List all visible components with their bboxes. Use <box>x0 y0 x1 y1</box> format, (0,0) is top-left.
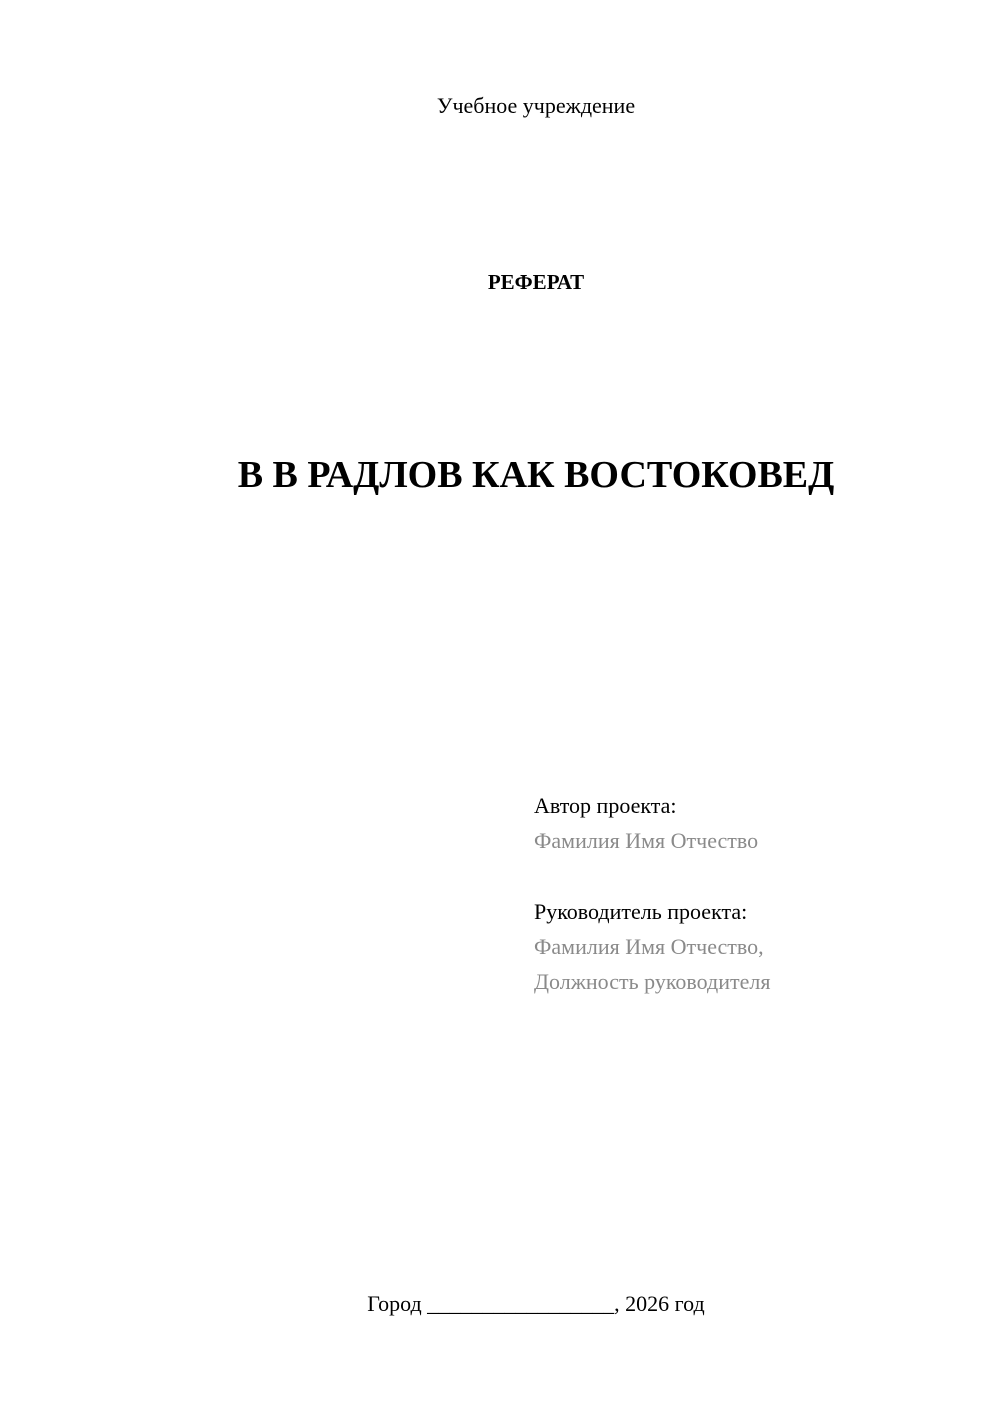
author-label: Автор проекта: <box>534 793 677 818</box>
supervisor-label: Руководитель проекта: <box>534 899 748 924</box>
document-type: РЕФЕРАТ <box>487 270 585 294</box>
document-title: В В РАДЛОВ КАК ВОСТОКОВЕД <box>237 454 835 496</box>
author-name: Фамилия Имя Отчество <box>534 828 759 853</box>
institution-name: Учебное учреждение <box>436 93 636 118</box>
supervisor-name: Фамилия Имя Отчество, <box>534 934 764 959</box>
city-year-line: Город _________________, 2026 год <box>367 1291 705 1316</box>
supervisor-position: Должность руководителя <box>534 969 771 994</box>
credits-block <box>534 788 974 999</box>
